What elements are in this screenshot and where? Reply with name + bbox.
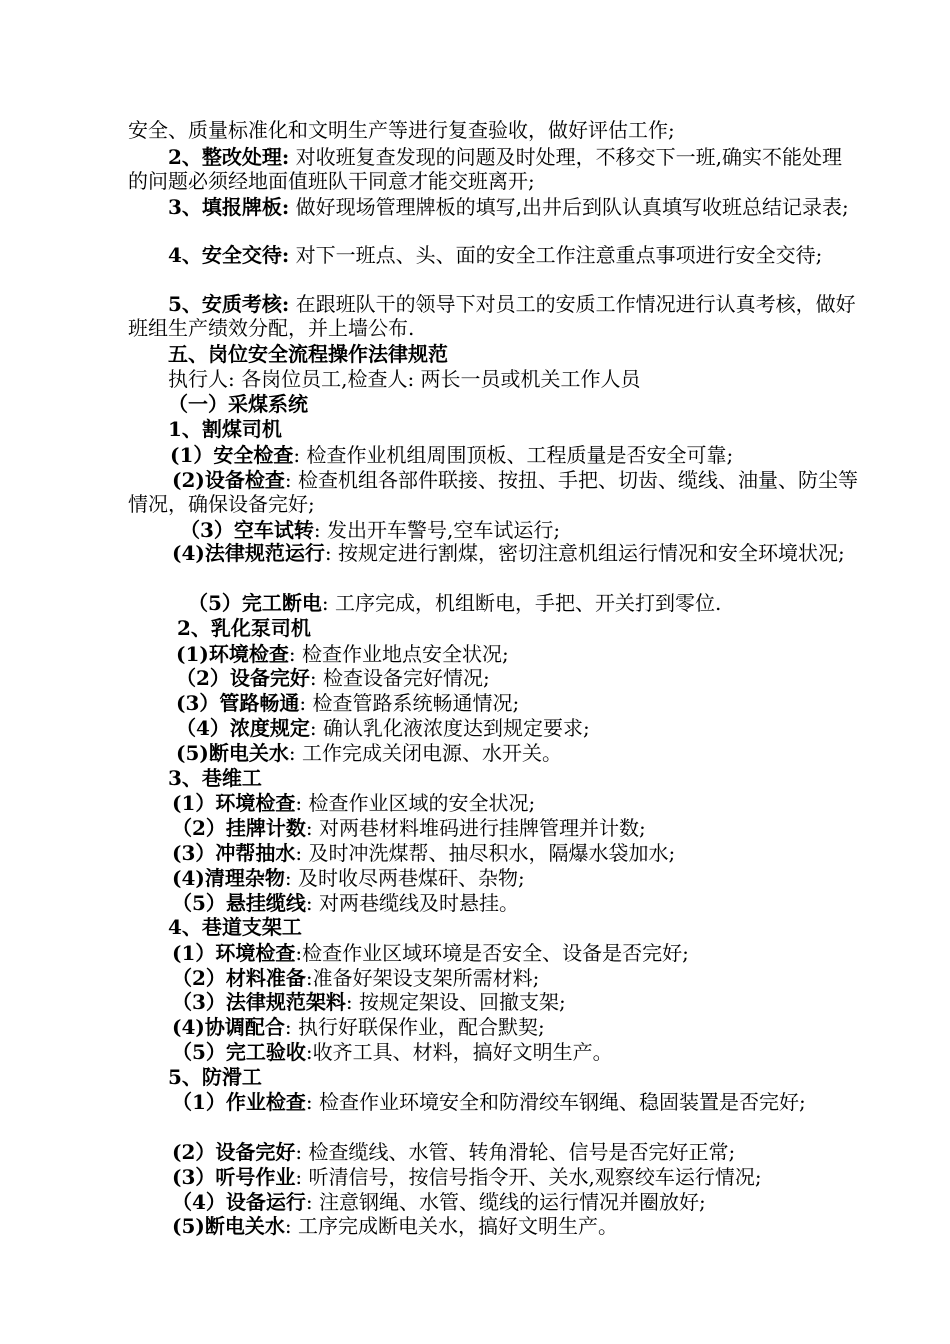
item-label: 5、安质考核:: [168, 292, 290, 316]
list-item: (3）冲帮抽水: 及时冲洗煤帮、抽尽积水，隔爆水袋加水;: [172, 841, 676, 865]
job-title-emulsion-pump: 2、乳化泵司机: [177, 616, 311, 640]
list-item: (4)法律规范运行: 按规定进行割煤，密切注意机组运行情况和安全环境状况;: [172, 541, 845, 565]
item-label: 3、填报牌板:: [168, 195, 290, 219]
list-item: (4)清理杂物: 及时收尽两巷煤矸、杂物;: [172, 866, 525, 890]
list-item: （3）空车试转: 发出开车警号,空车试运行;: [180, 518, 561, 542]
item-label: 2、整改处理:: [168, 145, 290, 169]
subsection-heading: （一）采煤系统: [168, 392, 308, 416]
list-item: (2）设备完好: 检查缆线、水管、转角滑轮、信号是否完好正常;: [172, 1140, 736, 1164]
paragraph-safety-assessment: [128, 292, 858, 340]
list-item: (1)环境检查: 检查作业地点安全状况;: [176, 642, 509, 666]
paragraph-text: 安全、质量标准化和文明生产等进行复查验收，做好评估工作;: [128, 118, 675, 142]
list-item: (4)协调配合: 执行好联保作业，配合默契;: [172, 1015, 545, 1039]
item-text: 对收班复查发现的问题及时处理，不移交下一班,确实不能处理的问题必须经地面值班队干同意才能交班离开;: [128, 145, 843, 193]
list-item: （5）完工断电: 工序完成，机组断电，手把、开关打到零位.: [188, 591, 722, 615]
section-heading: 五、岗位安全流程操作法律规范: [168, 342, 448, 366]
list-item: (1）环境检查:检查作业区域环境是否安全、设备是否完好;: [172, 941, 689, 965]
list-item: （4）设备运行: 注意钢绳、水管、缆线的运行情况并圈放好;: [172, 1190, 706, 1214]
item-text: 在跟班队干的领导下对员工的安质工作情况进行认真考核，做好班组生产绩效分配，并上墙公布.: [128, 292, 856, 340]
item-text: 做好现场管理牌板的填写,出井后到队认真填写收班总结记录表;: [289, 195, 849, 219]
list-item: （2）材料准备:准备好架设支架所需材料;: [172, 966, 540, 990]
paragraph-continued: [128, 118, 858, 142]
job-title-shearer: 1、割煤司机: [168, 417, 282, 441]
paragraph-fill-board: [128, 195, 858, 219]
list-item: (1）安全检查: 检查作业机组周围顶板、工程质量是否安全可靠;: [170, 443, 734, 467]
list-item: （4）浓度规定: 确认乳化液浓度达到规定要求;: [176, 716, 590, 740]
list-item: （5）悬挂缆线: 对两巷缆线及时悬挂。: [172, 891, 520, 915]
list-item: (3）管路畅通: 检查管路系统畅通情况;: [176, 691, 520, 715]
job-title-anti-slip: 5、防滑工: [168, 1065, 262, 1089]
list-item: （1）作业检查: 检查作业环境安全和防滑绞车钢绳、稳固装置是否完好;: [172, 1090, 806, 1114]
list-item: （2）挂牌计数: 对两巷材料堆码进行挂牌管理并计数;: [172, 816, 646, 840]
item-label: 4、安全交待:: [168, 243, 290, 267]
list-item: (5)断电关水: 工作完成关闭电源、水开关。: [176, 741, 562, 765]
list-item: （2）设备完好: 检查设备完好情况;: [176, 666, 490, 690]
list-item: (2)设备检查: 检查机组各部件联接、按扭、手把、切齿、缆线、油量、防尘等情况，确保设备完好;: [128, 468, 858, 516]
job-title-roadway-maintenance: 3、巷维工: [168, 766, 262, 790]
list-item: (3）听号作业: 听清信号，按信号指令开、关水,观察绞车运行情况;: [172, 1165, 762, 1189]
job-title-roadway-support: 4、巷道支架工: [168, 915, 302, 939]
executor-line: 执行人: 各岗位员工,检查人: 两长一员或机关工作人员: [168, 367, 641, 391]
list-item: （5）完工验收:收齐工具、材料，搞好文明生产。: [172, 1040, 613, 1064]
item-text: 对下一班点、头、面的安全工作注意重点事项进行安全交待;: [289, 243, 823, 267]
list-item: (5)断电关水: 工序完成断电关水，搞好文明生产。: [172, 1214, 618, 1238]
paragraph-rectification: [128, 145, 858, 193]
paragraph-safety-handover: [128, 243, 858, 267]
list-item: （3）法律规范架料: 按规定架设、回撤支架;: [172, 990, 566, 1014]
list-item: (1）环境检查: 检查作业区域的安全状况;: [172, 791, 536, 815]
